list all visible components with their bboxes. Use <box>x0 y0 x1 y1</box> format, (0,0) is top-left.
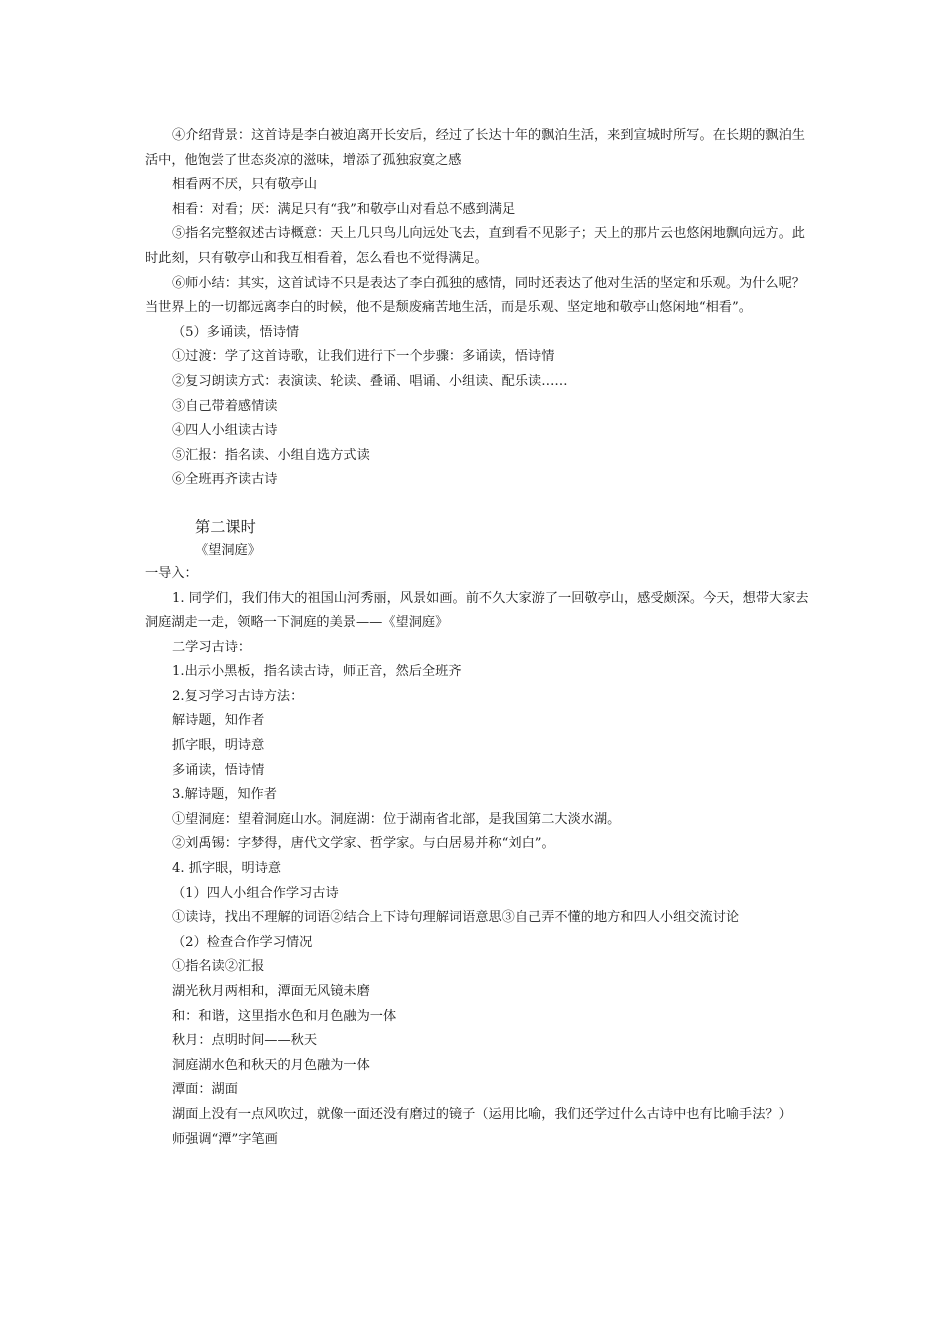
paragraph: ⑥全班再齐读古诗 <box>172 472 278 488</box>
paragraph: 和：和谐，这里指水色和月色融为一体 <box>172 1008 397 1024</box>
paragraph: ①过渡：学了这首诗歌，让我们进行下一个步骤：多诵读，悟诗情 <box>172 349 555 365</box>
paragraph: 相看两不厌，只有敬亭山 <box>172 177 318 193</box>
paragraph: 1. 同学们，我们伟大的祖国山河秀丽，风景如画。前不久大家游了一回敬亭山，感受颇深。今天，想带大家去洞庭湖走一走，领略一下洞庭的美景——《望洞庭》 <box>145 590 809 631</box>
paragraph: 多诵读，悟诗情 <box>172 762 265 778</box>
paragraph: ②复习朗读方式：表演读、轮读、叠诵、唱诵、小组读、配乐读…… <box>172 373 568 389</box>
paragraph: 解诗题，知作者 <box>172 713 265 729</box>
paragraph: 一导入： <box>145 565 198 581</box>
paragraph: 3.解诗题，知作者 <box>172 787 277 803</box>
paragraph: ③自己带着感情读 <box>172 398 278 414</box>
paragraph: （1）四人小组合作学习古诗 <box>172 885 339 901</box>
paragraph: 4. 抓字眼，明诗意 <box>172 861 282 877</box>
paragraph: 相看：对看；厌：满足只有“我”和敬亭山对看总不感到满足 <box>172 201 516 217</box>
paragraph: （2）检查合作学习情况 <box>172 934 313 950</box>
paragraph: 2.复习学习古诗方法： <box>172 688 304 704</box>
paragraph: 洞庭湖水色和秋天的月色融为一体 <box>172 1057 370 1073</box>
paragraph: 潭面：湖面 <box>172 1082 238 1098</box>
paragraph: 师强调“潭”字笔画 <box>172 1131 278 1147</box>
paragraph: ④四人小组读古诗 <box>172 423 278 439</box>
paragraph: 二学习古诗： <box>172 639 252 655</box>
paragraph: ④介绍背景：这首诗是李白被迫离开长安后，经过了长达十年的飘泊生活，来到宣城时所写。在长期的飘泊生活中，他饱尝了世态炎凉的滋味，增添了孤独寂寞之感 <box>145 128 805 168</box>
paragraph: 湖面上没有一点风吹过，就像一面还没有磨过的镜子（运用比喻，我们还学过什么古诗中也有比喻手法？） <box>172 1106 792 1122</box>
paragraph: ②刘禹锡：字梦得，唐代文学家、哲学家。与白居易并称“刘白”。 <box>172 836 555 852</box>
paragraph: （5）多诵读，悟诗情 <box>172 324 300 340</box>
document-body <box>145 124 810 1152</box>
paragraph: ①读诗，找出不理解的词语②结合上下诗句理解词语意思③自己弄不懂的地方和四人小组交流讨论 <box>172 910 740 926</box>
paragraph: 抓字眼，明诗意 <box>172 738 265 754</box>
paragraph: ⑥师小结：其实，这首试诗不只是表达了李白孤独的感情，同时还表达了他对生活的坚定和乐观。为什么呢？当世界上的一切都远离李白的时候，他不是颓废痛苦地生活，而是乐观、坚定地和敬亭山悠闲地“相看”。 <box>145 275 805 316</box>
paragraph: 1.出示小黑板，指名读古诗，师正音，然后全班齐 <box>172 664 462 680</box>
paragraph: 秋月：点明时间——秋天 <box>172 1033 318 1049</box>
paragraph: ①望洞庭：望着洞庭山水。洞庭湖：位于湖南省北部，是我国第二大淡水湖。 <box>172 811 621 827</box>
lesson-heading: 第二课时 <box>195 517 256 536</box>
paragraph: 湖光秋月两相和，潭面无风镜未磨 <box>172 984 370 999</box>
poem-title: 《望洞庭》 <box>195 542 261 558</box>
paragraph: ①指名读②汇报 <box>172 959 265 975</box>
paragraph: ⑤汇报：指名读、小组自选方式读 <box>172 447 370 463</box>
paragraph: ⑤指名完整叙述古诗概意：天上几只鸟儿向远处飞去，直到看不见影子；天上的那片云也悠闲地飘向远方。此时此刻，只有敬亭山和我互相看着，怎么看也不觉得满足。 <box>145 226 805 266</box>
